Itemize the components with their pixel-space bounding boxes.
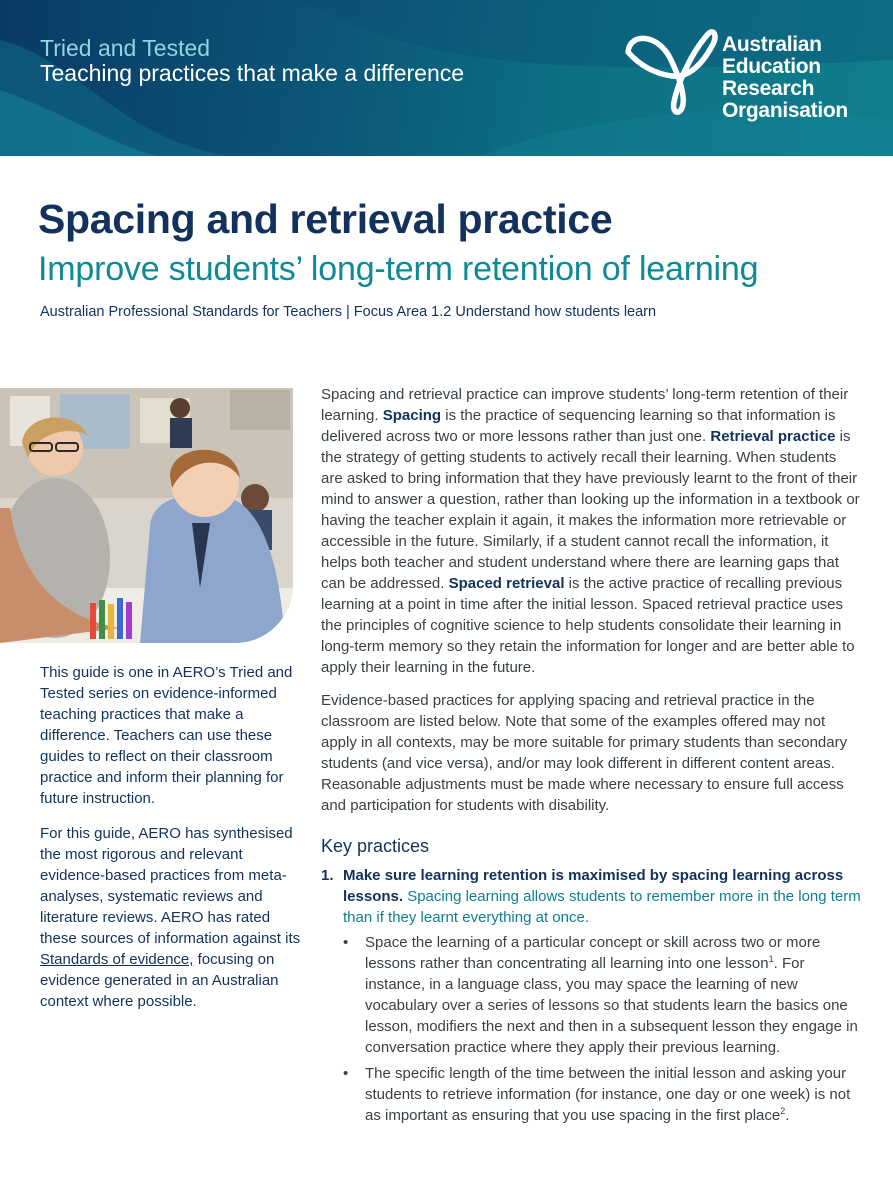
term-spacing: Spacing bbox=[382, 407, 442, 424]
key-practice-body bbox=[343, 865, 861, 928]
main-content bbox=[321, 384, 861, 1131]
bullet-text: Space the learning of a particular concept or skill across two or more lessons rather than concentrating all learning into one lesson bbox=[365, 934, 821, 972]
sidebar-text: For this guide, AERO has synthesised the most rigorous and relevant evidence-based practices from meta-analyses, systematic reviews and literature reviews. AERO has rated these sources of information against its bbox=[40, 825, 301, 947]
key-practice-item bbox=[321, 865, 861, 928]
key-practice-bullets bbox=[321, 932, 861, 1126]
standards-line: Australian Professional Standards for Teachers | Focus Area 1.2 Understand how students learn bbox=[40, 304, 657, 320]
standards-of-evidence-link[interactable]: Standards of evidence, bbox=[40, 951, 194, 968]
bullet-dot: • bbox=[343, 1065, 349, 1082]
key-practice-number: 1. bbox=[321, 867, 334, 884]
intro-paragraph bbox=[321, 384, 861, 678]
aero-infinity-logo-icon bbox=[620, 22, 720, 122]
org-name-line: Education bbox=[722, 55, 821, 78]
sidebar-intro bbox=[40, 662, 302, 1026]
key-practices-heading: Key practices bbox=[321, 836, 430, 856]
sidebar-paragraph bbox=[40, 823, 302, 1012]
series-tagline: Teaching practices that make a difference bbox=[40, 60, 465, 86]
aero-logo[interactable] bbox=[620, 22, 870, 122]
key-practice-text: Spacing learning allows students to remember more in the long term than if they learnt everything at once. bbox=[343, 888, 861, 926]
classroom-photo bbox=[0, 388, 293, 643]
intro-text: is the practice of sequencing learning so that information is delivered across two or more lessons rather than just one. bbox=[321, 407, 836, 445]
bullet-dot: • bbox=[343, 934, 349, 951]
term-spaced-retrieval: Spaced retrieval bbox=[448, 575, 565, 592]
intro-text: is the strategy of getting students to actively recall their learning. When students are asked to bring information that they have previously learnt to the front of their mind to answer a question, rather than looking up the information in a textbook or having the teacher explain it again, it makes the information more retrievable or accessible in the future. Similarly, if a student cannot recall the information, it helps both teacher and student understand where there are learning gaps that can be addressed. bbox=[321, 428, 860, 592]
sidebar-text: focusing on evidence generated in an Australian context where possible. bbox=[40, 951, 279, 1010]
key-practice-heading: Make sure learning retention is maximised by spacing learning across lessons. bbox=[343, 867, 844, 905]
bullet-text: The specific length of the time between the initial lesson and asking your students to retrieve information (for instance, one day or one week) is not as important as ensuring that you use spacing in the first place bbox=[365, 1065, 851, 1124]
org-name-line: Australian bbox=[722, 33, 822, 56]
list-item bbox=[343, 932, 861, 1058]
evidence-paragraph: Evidence-based practices for applying spacing and retrieval practice in the classroom are listed below. Note that some of the examples offered may not apply in all contexts, may be more suitable for primary students than secondary students (and vice versa), and/or may look different in different content areas. Reasonable adjustments must be made where necessary to ensure full access and participation for students with disability. bbox=[321, 692, 848, 814]
series-label: Tried and Tested bbox=[40, 35, 211, 61]
page-subtitle: Improve students’ long-term retention of learning bbox=[38, 250, 759, 288]
org-name bbox=[722, 34, 848, 122]
sidebar-paragraph: This guide is one in AERO’s Tried and Tested series on evidence-informed teaching practices that make a difference. Teachers can use these guides to reflect on their classroom practice and inform their planning for future instruction. bbox=[40, 664, 293, 807]
list-item bbox=[343, 1063, 861, 1126]
bullet-text: . For instance, in a language class, you may space the learning of new vocabulary over a series of lessons so that students learn the basics one lesson, modifiers the next and then in a subsequent lesson they engage in conversation practice where they apply their previous learning. bbox=[365, 955, 858, 1056]
org-name-line: Research bbox=[722, 77, 815, 100]
page-title: Spacing and retrieval practice bbox=[38, 196, 613, 242]
bullet-text: . bbox=[785, 1107, 790, 1124]
footnote-ref[interactable]: 1 bbox=[768, 954, 774, 964]
intro-text: Spacing and retrieval practice can improve students’ long-term retention of their learning. bbox=[321, 386, 849, 424]
term-retrieval-practice: Retrieval practice bbox=[710, 428, 836, 445]
footnote-ref[interactable]: 2 bbox=[780, 1106, 786, 1116]
teacher-and-student-illustration bbox=[0, 388, 293, 643]
intro-text: is the active practice of recalling previous learning at a point in time after the initial lesson. Spaced retrieval practice uses the principles of cognitive science to help students consolidate their learning in long-term memory so they retain the information for longer and are better able to apply their learning in the future. bbox=[321, 575, 855, 676]
org-name-line: Organisation bbox=[722, 99, 848, 122]
header-banner bbox=[0, 0, 893, 156]
